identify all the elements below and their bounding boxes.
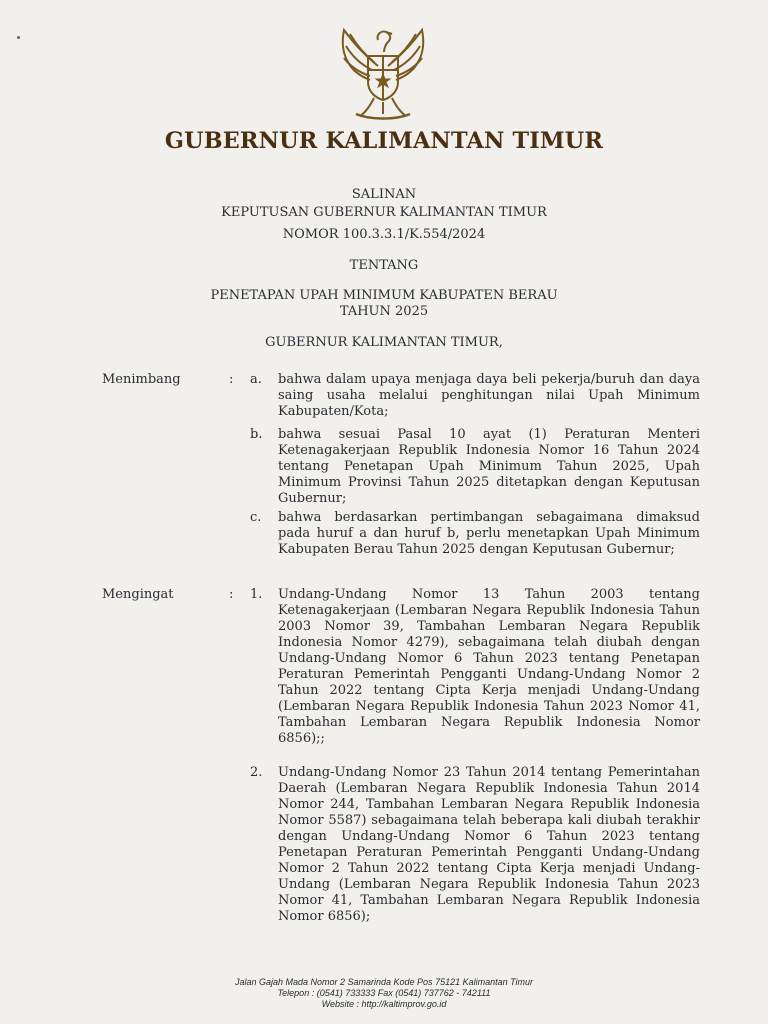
decree-number: NOMOR 100.3.3.1/K.554/2024: [282, 227, 486, 242]
item-marker: b.: [250, 427, 263, 442]
garuda-emblem-icon: [330, 26, 436, 122]
footer-address: Jalan Gajah Mada Nomor 2 Samarinda Kode Pos 75121 Kalimantan Timur: [234, 977, 534, 987]
tentang-label: TENTANG: [349, 258, 419, 273]
mengingat-label: Mengingat: [102, 587, 174, 602]
menimbang-item-b: [250, 427, 700, 507]
menimbang-item-a: [250, 372, 700, 420]
item-marker: 2.: [250, 765, 263, 780]
mengingat-item-2: [250, 765, 700, 925]
subject-line-2: TAHUN 2025: [339, 304, 429, 319]
subject-line-1: PENETAPAN UPAH MINIMUM KABUPATEN BERAU: [210, 288, 558, 303]
letterhead-title: GUBERNUR KALIMANTAN TIMUR: [164, 128, 604, 154]
menimbang-item-c: [250, 510, 700, 558]
salinan-label: SALINAN: [351, 187, 417, 202]
item-text: bahwa berdasarkan pertimbangan sebagaimana dimaksud pada huruf a dan huruf b, perlu menetapkan Upah Minimum Kabupaten Berau Tahun 2025 dengan Keputusan Gubernur;: [278, 510, 700, 557]
item-text: Undang-Undang Nomor 23 Tahun 2014 tentang Pemerintahan Daerah (Lembaran Negara Republik Indonesia Tahun 2014 Nomor 244, Tambahan Lembaran Negara Republik Indonesia Nomor 5587) sebagaimana telah beberapa kali diubah terakhir dengan Undang-Undang Nomor 6 Tahun 2023 tentang Penetapan Peraturan Pemerintah Pengganti Undang-Undang Nomor 2 Tahun 2022 tentang Cipta Kerja menjadi Undang-Undang (Lembaran Negara Republik Indonesia Tahun 2023 Nomor 41, Tambahan Lembaran Negara Republik Indonesia Nomor 6856);: [278, 765, 700, 924]
menimbang-colon: :: [229, 372, 234, 387]
governor-heading: GUBERNUR KALIMANTAN TIMUR,: [265, 335, 503, 350]
item-marker: 1.: [250, 587, 263, 602]
item-marker: c.: [250, 510, 262, 525]
item-marker: a.: [250, 372, 262, 387]
item-text: bahwa sesuai Pasal 10 ayat (1) Peraturan Menteri Ketenagakerjaan Republik Indonesia Nomor 16 Tahun 2024 tentang Penetapan Upah Minimum Tahun 2025, Upah Minimum Provinsi Tahun 2025 ditetapkan dengan Keputusan Gubernur;: [278, 427, 700, 506]
footer-phone: Telepon : (0541) 733333 Fax (0541) 737762 - 742111: [277, 988, 491, 998]
footer-website: Website : http://kaltimprov.go.id: [321, 999, 447, 1009]
mengingat-colon: :: [229, 587, 234, 602]
mengingat-item-1: [250, 587, 700, 747]
item-text: bahwa dalam upaya menjaga daya beli pekerja/buruh dan daya saing usaha melalui penghitungan nilai Upah Minimum Kabupaten/Kota;: [278, 372, 700, 419]
menimbang-label: Menimbang: [102, 372, 181, 387]
decree-title: KEPUTUSAN GUBERNUR KALIMANTAN TIMUR: [221, 205, 547, 220]
scan-speck: [17, 36, 20, 39]
item-text: Undang-Undang Nomor 13 Tahun 2003 tentang Ketenagakerjaan (Lembaran Negara Republik Indonesia Tahun 2003 Nomor 39, Tambahan Lembaran Negara Republik Indonesia Nomor 4279), sebagaimana telah diubah dengan Undang-Undang Nomor 6 Tahun 2023 tentang Penetapan Peraturan Pemerintah Pengganti Undang-Undang Nomor 2 Tahun 2022 tentang Cipta Kerja menjadi Undang-Undang (Lembaran Negara Republik Indonesia Tahun 2023 Nomor 41, Tambahan Lembaran Negara Republik Indonesia Nomor 6856);;: [278, 587, 700, 746]
